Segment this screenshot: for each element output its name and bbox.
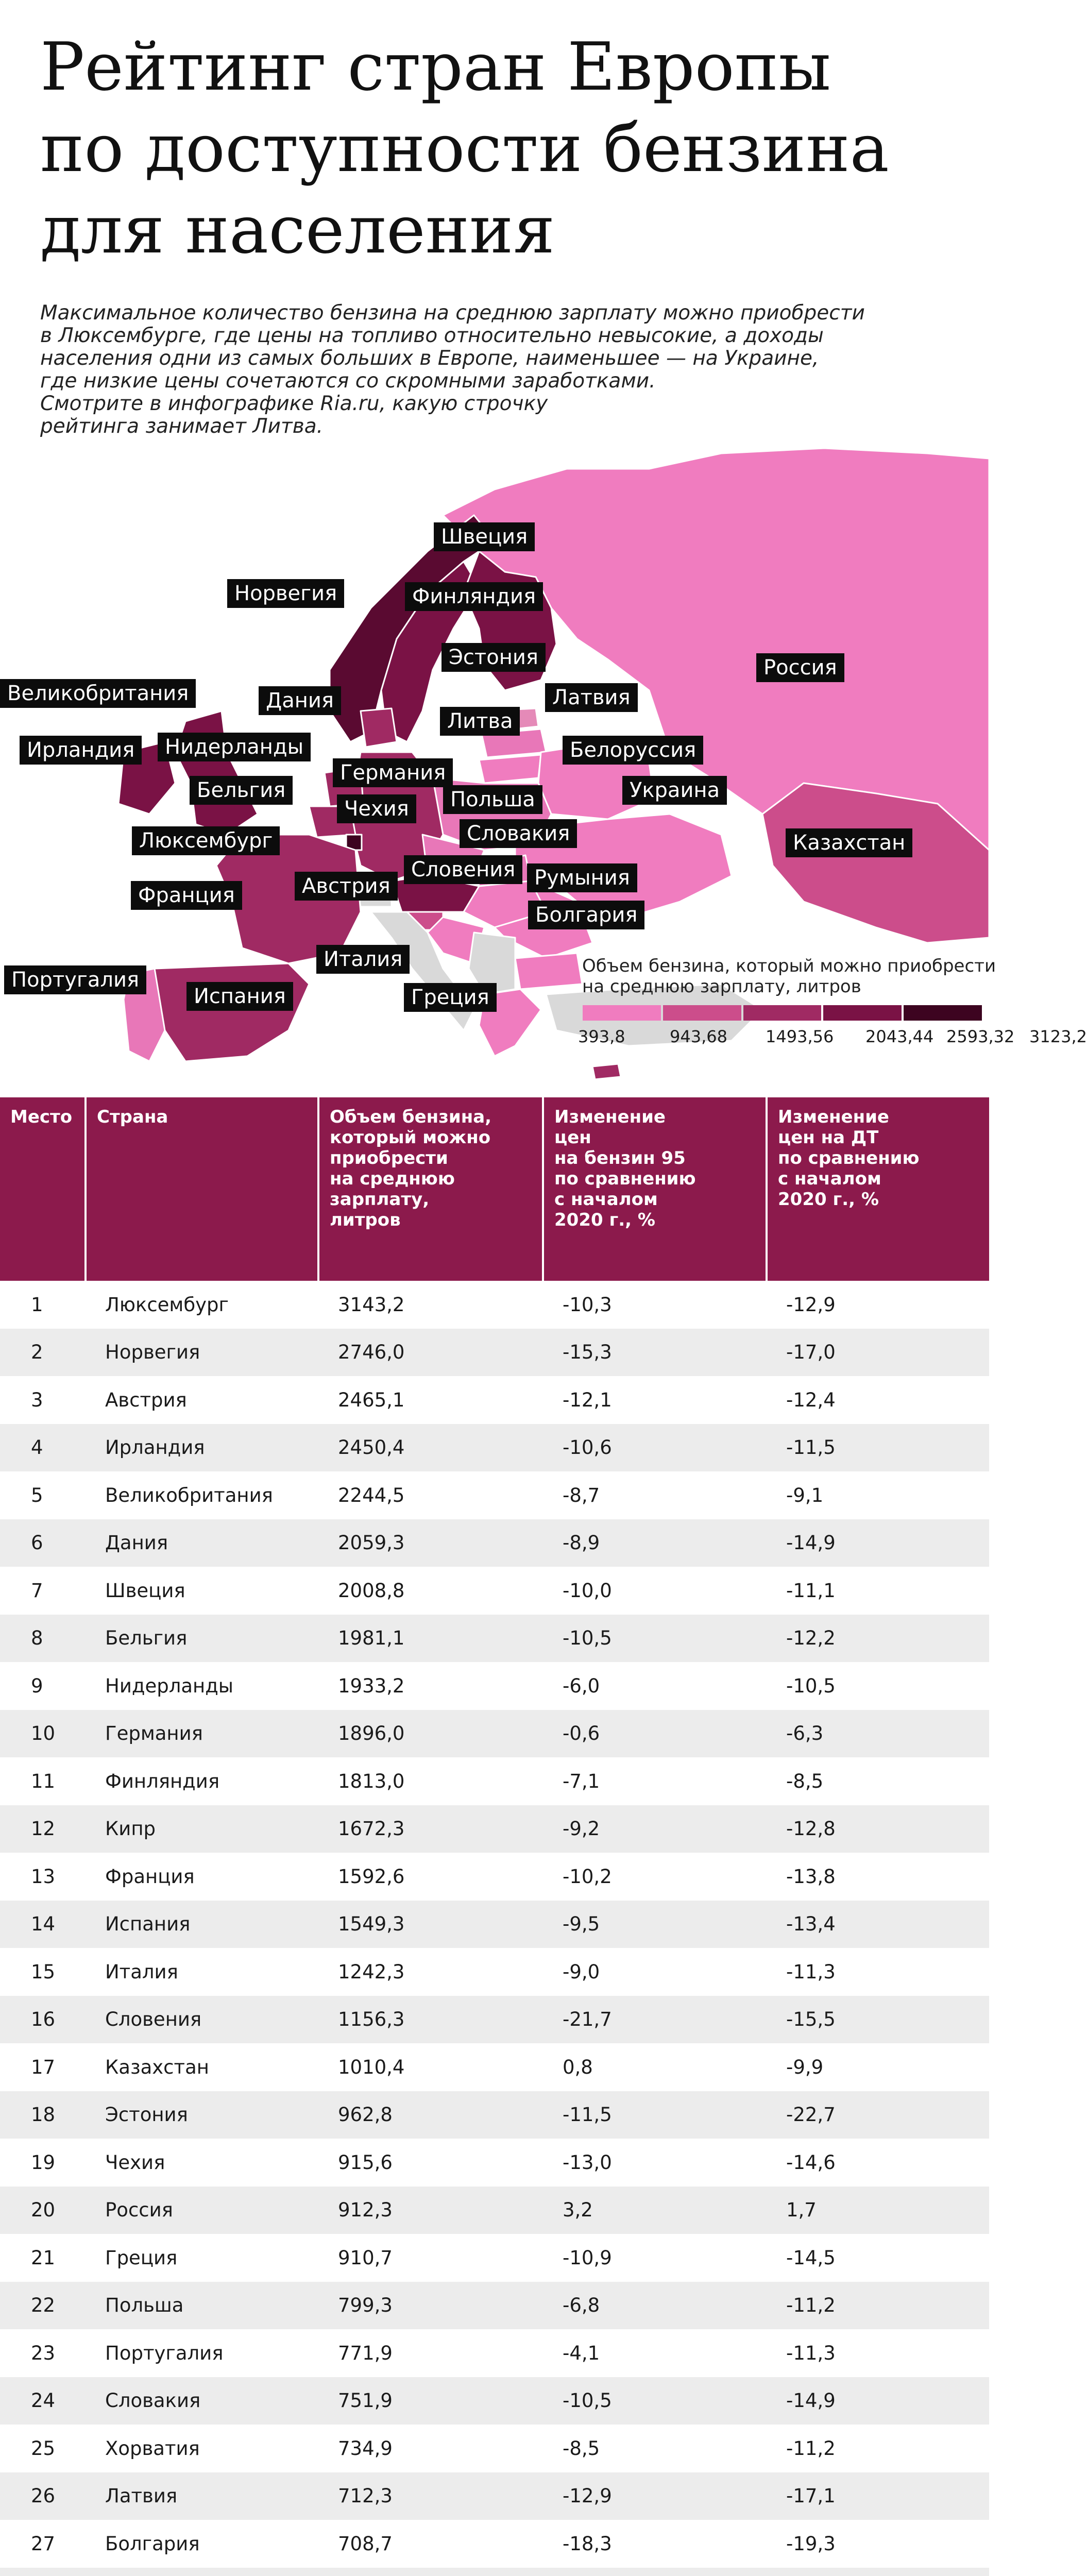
cell-place: 15	[31, 1960, 56, 1983]
label-sweden: Швеция	[434, 522, 535, 551]
legend-tick: 2043,44	[865, 1027, 934, 1046]
table-row	[0, 2043, 989, 2091]
cell-diesel-change: -11,3	[786, 1960, 836, 1983]
cell-volume: 1896,0	[338, 1722, 405, 1745]
region-cyprus	[592, 1064, 621, 1079]
header-line: Изменение	[554, 1107, 666, 1127]
table-row	[0, 1519, 989, 1567]
table-row	[0, 1996, 989, 2044]
cell-place: 2	[31, 1341, 43, 1364]
cell-diesel-change: -12,2	[786, 1627, 836, 1650]
cell-petrol-change: -10,5	[563, 2389, 612, 2412]
legend-tick: 3123,2	[1029, 1027, 1087, 1046]
cell-country: Италия	[105, 1960, 178, 1983]
legend-tick: 1493,56	[766, 1027, 834, 1046]
label-norway: Норвегия	[227, 579, 344, 608]
title-line: для населения	[40, 192, 555, 268]
cell-country: Польша	[105, 2294, 184, 2317]
cell-country: Россия	[105, 2199, 173, 2222]
table-row	[0, 2377, 989, 2425]
label-belgium: Бельгия	[190, 776, 293, 805]
label-kazakhstan: Казахстан	[786, 828, 912, 857]
header-line: приобрести	[330, 1148, 448, 1168]
cell-place: 16	[31, 2008, 56, 2031]
cell-place: 11	[31, 1770, 56, 1792]
table-header	[0, 1097, 989, 1281]
cell-petrol-change: -10,6	[563, 1436, 612, 1459]
cell-place: 1	[31, 1293, 43, 1316]
table-row	[0, 1615, 989, 1663]
cell-volume: 1981,1	[338, 1627, 405, 1650]
table-row	[0, 1710, 989, 1758]
cell-volume: 1156,3	[338, 2008, 405, 2031]
cell-country: Хорватия	[105, 2437, 200, 2460]
intro-line: рейтинга занимает Литва.	[40, 415, 324, 438]
cell-volume: 912,3	[338, 2199, 393, 2222]
header-line: цен	[554, 1127, 591, 1148]
legend-tick: 393,8	[578, 1027, 625, 1046]
cell-petrol-change: -15,3	[563, 1341, 612, 1364]
cell-volume: 708,7	[338, 2532, 393, 2555]
cell-diesel-change: -11,2	[786, 2437, 836, 2460]
cell-petrol-change: -11,5	[563, 2104, 612, 2126]
cell-country: Великобритания	[105, 1484, 273, 1506]
label-slovenia: Словения	[404, 855, 522, 884]
cell-diesel-change: -6,3	[786, 1722, 824, 1745]
intro-line: Смотрите в инфографике Ria.ru, какую строчку	[40, 392, 548, 415]
table-row	[0, 2425, 989, 2472]
region-uk	[175, 711, 258, 835]
cell-volume: 2059,3	[338, 1532, 405, 1554]
label-germany: Германия	[333, 758, 453, 787]
cell-place: 14	[31, 1913, 56, 1936]
label-netherlands: Нидерланды	[158, 733, 311, 761]
table-row	[0, 1567, 989, 1615]
region-spain	[155, 963, 309, 1061]
table-row	[0, 1281, 989, 1329]
cell-country: Эстония	[105, 2104, 188, 2126]
cell-diesel-change: -17,1	[786, 2485, 836, 2507]
cell-volume: 2244,5	[338, 1484, 405, 1506]
cell-country: Латвия	[105, 2485, 178, 2507]
cell-country: Казахстан	[105, 2056, 209, 2078]
cell-diesel-change: -19,3	[786, 2532, 836, 2555]
cell-place: 7	[31, 1579, 43, 1602]
cell-country: Испания	[105, 1913, 191, 1936]
legend-title	[582, 956, 996, 997]
cell-place: 10	[31, 1722, 56, 1745]
label-ireland: Ирландия	[20, 736, 142, 765]
table-row	[0, 2472, 989, 2520]
cell-country: Чехия	[105, 2151, 165, 2174]
label-italy: Италия	[316, 945, 410, 974]
header-line: 2020 г., %	[778, 1189, 879, 1210]
table-row	[0, 1376, 989, 1424]
label-ukraine: Украина	[622, 776, 727, 805]
europe-map	[0, 422, 1087, 1087]
cell-diesel-change: -11,1	[786, 1579, 836, 1602]
cell-volume: 2008,8	[338, 1579, 405, 1602]
label-luxembourg: Люксембург	[132, 826, 280, 855]
cell-diesel-change: -17,0	[786, 1341, 836, 1364]
cell-diesel-change: -14,9	[786, 1532, 836, 1554]
label-france: Франция	[131, 881, 242, 910]
cell-place: 4	[31, 1436, 43, 1459]
cell-volume: 1933,2	[338, 1674, 405, 1697]
table-row	[0, 2329, 989, 2377]
legend	[578, 956, 1087, 1047]
table-row	[0, 2568, 989, 2576]
cell-petrol-change: -8,7	[563, 1484, 600, 1506]
cell-country: Нидерланды	[105, 1674, 234, 1697]
label-denmark: Дания	[259, 686, 341, 715]
header-line: с началом	[554, 1189, 658, 1210]
header-diesel-change	[768, 1097, 989, 1281]
cell-country: Германия	[105, 1722, 203, 1745]
cell-diesel-change: -12,8	[786, 1818, 836, 1840]
legend-swatch	[743, 1005, 822, 1021]
header-line: с началом	[778, 1168, 881, 1189]
table-row	[0, 1424, 989, 1472]
header-line: зарплату,	[330, 1189, 430, 1210]
region-denmark	[361, 708, 397, 747]
label-lithuania: Литва	[440, 707, 520, 736]
table-row	[0, 1662, 989, 1710]
cell-place: 22	[31, 2294, 56, 2317]
cell-petrol-change: 3,2	[563, 2199, 593, 2222]
header-place	[0, 1097, 87, 1281]
label-portugal: Португалия	[4, 965, 146, 994]
table-row	[0, 1948, 989, 1996]
table-row	[0, 2520, 989, 2568]
label-finland: Финляндия	[405, 582, 543, 611]
intro-line: населения одни из самых больших в Европе, наименьшее — на Украине,	[40, 347, 819, 370]
cell-petrol-change: -9,0	[563, 1960, 600, 1983]
legend-title-line: Объем бензина, который можно приобрести	[582, 956, 996, 976]
cell-volume: 1549,3	[338, 1913, 405, 1936]
cell-diesel-change: -8,5	[786, 1770, 824, 1792]
cell-diesel-change: -14,5	[786, 2246, 836, 2269]
cell-diesel-change: -9,9	[786, 2056, 824, 2078]
cell-petrol-change: -9,5	[563, 1913, 600, 1936]
intro-line: в Люксембурге, где цены на топливо относительно невысокие, а доходы	[40, 324, 824, 347]
cell-diesel-change: -15,5	[786, 2008, 836, 2031]
label-romania: Румыния	[527, 863, 637, 892]
cell-place: 9	[31, 1674, 43, 1697]
label-spain: Испания	[186, 982, 293, 1011]
table-row	[0, 1901, 989, 1948]
header-line: литров	[330, 1210, 401, 1230]
legend-tick: 943,68	[670, 1027, 727, 1046]
table-row	[0, 2139, 989, 2187]
cell-place: 21	[31, 2246, 56, 2269]
cell-volume: 712,3	[338, 2485, 393, 2507]
cell-volume: 2465,1	[338, 1388, 405, 1411]
cell-country: Словакия	[105, 2389, 201, 2412]
cell-volume: 910,7	[338, 2246, 393, 2269]
cell-petrol-change: -0,6	[563, 1722, 600, 1745]
cell-country: Швеция	[105, 1579, 185, 1602]
page-title	[40, 27, 967, 271]
label-russia: Россия	[756, 653, 844, 682]
cell-diesel-change: -13,4	[786, 1913, 836, 1936]
title-line: по доступности бензина	[40, 110, 889, 187]
cell-place: 27	[31, 2532, 56, 2555]
cell-diesel-change: -9,1	[786, 1484, 824, 1506]
cell-place: 18	[31, 2104, 56, 2126]
cell-petrol-change: -6,0	[563, 1674, 600, 1697]
cell-diesel-change: -11,5	[786, 1436, 836, 1459]
cell-petrol-change: 0,8	[563, 2056, 593, 2078]
intro-line: Максимальное количество бензина на среднюю зарплату можно приобрести	[40, 301, 865, 325]
cell-country: Люксембург	[105, 1293, 229, 1316]
cell-country: Словения	[105, 2008, 202, 2031]
header-line: по сравнению	[554, 1168, 696, 1189]
table-row	[0, 1805, 989, 1853]
cell-place: 25	[31, 2437, 56, 2460]
legend-swatch	[823, 1005, 902, 1021]
label-poland: Польша	[443, 785, 542, 814]
cell-volume: 962,8	[338, 2104, 393, 2126]
table-row	[0, 1853, 989, 1901]
cell-place: 20	[31, 2199, 56, 2222]
cell-volume: 2450,4	[338, 1436, 405, 1459]
region-lithuania	[479, 755, 541, 783]
cell-petrol-change: -7,1	[563, 1770, 600, 1792]
cell-volume: 1010,4	[338, 2056, 405, 2078]
cell-petrol-change: -8,9	[563, 1532, 600, 1554]
cell-place: 23	[31, 2342, 56, 2364]
cell-volume: 1813,0	[338, 1770, 405, 1792]
label-latvia: Латвия	[545, 683, 638, 712]
cell-country: Франция	[105, 1865, 195, 1888]
legend-bar	[583, 1005, 984, 1021]
cell-volume: 799,3	[338, 2294, 393, 2317]
cell-volume: 3143,2	[338, 1293, 405, 1316]
header-volume	[319, 1097, 544, 1281]
cell-country: Португалия	[105, 2342, 224, 2364]
table-row	[0, 2282, 989, 2330]
cell-petrol-change: -13,0	[563, 2151, 612, 2174]
cell-place: 17	[31, 2056, 56, 2078]
intro-text	[40, 301, 865, 438]
cell-petrol-change: -10,2	[563, 1865, 612, 1888]
label-belarus: Белоруссия	[563, 736, 703, 765]
label-greece: Греция	[404, 983, 497, 1012]
cell-volume: 915,6	[338, 2151, 393, 2174]
cell-country: Финляндия	[105, 1770, 220, 1792]
cell-petrol-change: -10,5	[563, 1627, 612, 1650]
cell-place: 6	[31, 1532, 43, 1554]
cell-petrol-change: -6,8	[563, 2294, 600, 2317]
cell-place: 12	[31, 1818, 56, 1840]
cell-petrol-change: -10,9	[563, 2246, 612, 2269]
cell-diesel-change: -14,9	[786, 2389, 836, 2412]
cell-volume: 2746,0	[338, 1341, 405, 1364]
label-austria: Австрия	[295, 872, 398, 901]
cell-country: Норвегия	[105, 1341, 200, 1364]
header-line: Страна	[97, 1107, 168, 1127]
cell-country: Дания	[105, 1532, 168, 1554]
rating-table	[0, 1097, 989, 2576]
table-row	[0, 2187, 989, 2234]
cell-petrol-change: -10,3	[563, 1293, 612, 1316]
cell-place: 5	[31, 1484, 43, 1506]
cell-diesel-change: -13,8	[786, 1865, 836, 1888]
cell-petrol-change: -9,2	[563, 1818, 600, 1840]
cell-country: Ирландия	[105, 1436, 205, 1459]
cell-country: Австрия	[105, 1388, 187, 1411]
cell-place: 13	[31, 1865, 56, 1888]
legend-title-line: на среднюю зарплату, литров	[582, 976, 861, 997]
cell-country: Греция	[105, 2246, 178, 2269]
table-row	[0, 1757, 989, 1805]
cell-volume: 1672,3	[338, 1818, 405, 1840]
cell-diesel-change: -11,3	[786, 2342, 836, 2364]
cell-place: 24	[31, 2389, 56, 2412]
legend-tick: 2593,32	[946, 1027, 1015, 1046]
cell-place: 26	[31, 2485, 56, 2507]
header-line: на среднюю	[330, 1168, 455, 1189]
cell-volume: 1592,6	[338, 1865, 405, 1888]
table-body	[0, 1281, 989, 2576]
cell-diesel-change: -22,7	[786, 2104, 836, 2126]
legend-swatch	[663, 1005, 741, 1021]
label-uk: Великобритания	[0, 679, 196, 708]
cell-country: Бельгия	[105, 1627, 188, 1650]
legend-swatch	[904, 1005, 982, 1021]
table-row	[0, 2091, 989, 2139]
header-line: цен на ДТ	[778, 1127, 879, 1148]
cell-petrol-change: -10,0	[563, 1579, 612, 1602]
label-slovakia: Словакия	[460, 819, 577, 848]
cell-petrol-change: -21,7	[563, 2008, 612, 2031]
title-line: Рейтинг стран Европы	[40, 29, 831, 106]
cell-diesel-change: -12,4	[786, 1388, 836, 1411]
header-line: Изменение	[778, 1107, 889, 1127]
cell-volume: 1242,3	[338, 1960, 405, 1983]
label-estonia: Эстония	[441, 643, 546, 672]
header-line: по сравнению	[778, 1148, 920, 1168]
cell-petrol-change: -12,9	[563, 2485, 612, 2507]
header-line: 2020 г., %	[554, 1210, 655, 1230]
table-row	[0, 1329, 989, 1377]
cell-volume: 771,9	[338, 2342, 393, 2364]
cell-country: Болгария	[105, 2532, 200, 2555]
header-petrol-change	[544, 1097, 768, 1281]
cell-petrol-change: -12,1	[563, 1388, 612, 1411]
cell-place: 19	[31, 2151, 56, 2174]
cell-diesel-change: -10,5	[786, 1674, 836, 1697]
cell-diesel-change: -11,2	[786, 2294, 836, 2317]
header-line: который можно	[330, 1127, 491, 1148]
header-line: Место	[10, 1107, 73, 1127]
cell-diesel-change: -14,6	[786, 2151, 836, 2174]
cell-volume: 734,9	[338, 2437, 393, 2460]
cell-petrol-change: -8,5	[563, 2437, 600, 2460]
header-country	[87, 1097, 319, 1281]
cell-place: 8	[31, 1627, 43, 1650]
table-row	[0, 2234, 989, 2282]
label-czech: Чехия	[337, 794, 416, 823]
header-line: Объем бензина,	[330, 1107, 492, 1127]
label-bulgaria: Болгария	[528, 901, 644, 929]
cell-petrol-change: -18,3	[563, 2532, 612, 2555]
cell-petrol-change: -4,1	[563, 2342, 600, 2364]
legend-swatch	[583, 1005, 661, 1021]
cell-country: Кипр	[105, 1818, 156, 1840]
legend-ticks	[578, 1027, 1087, 1047]
cell-volume: 751,9	[338, 2389, 393, 2412]
cell-place: 3	[31, 1388, 43, 1411]
region-bulgaria	[515, 953, 582, 989]
cell-diesel-change: -12,9	[786, 1293, 836, 1316]
table-row	[0, 1471, 989, 1519]
intro-line: где низкие цены сочетаются со скромными заработками.	[40, 369, 656, 393]
header-line: на бензин 95	[554, 1148, 686, 1168]
cell-diesel-change: 1,7	[786, 2199, 817, 2222]
